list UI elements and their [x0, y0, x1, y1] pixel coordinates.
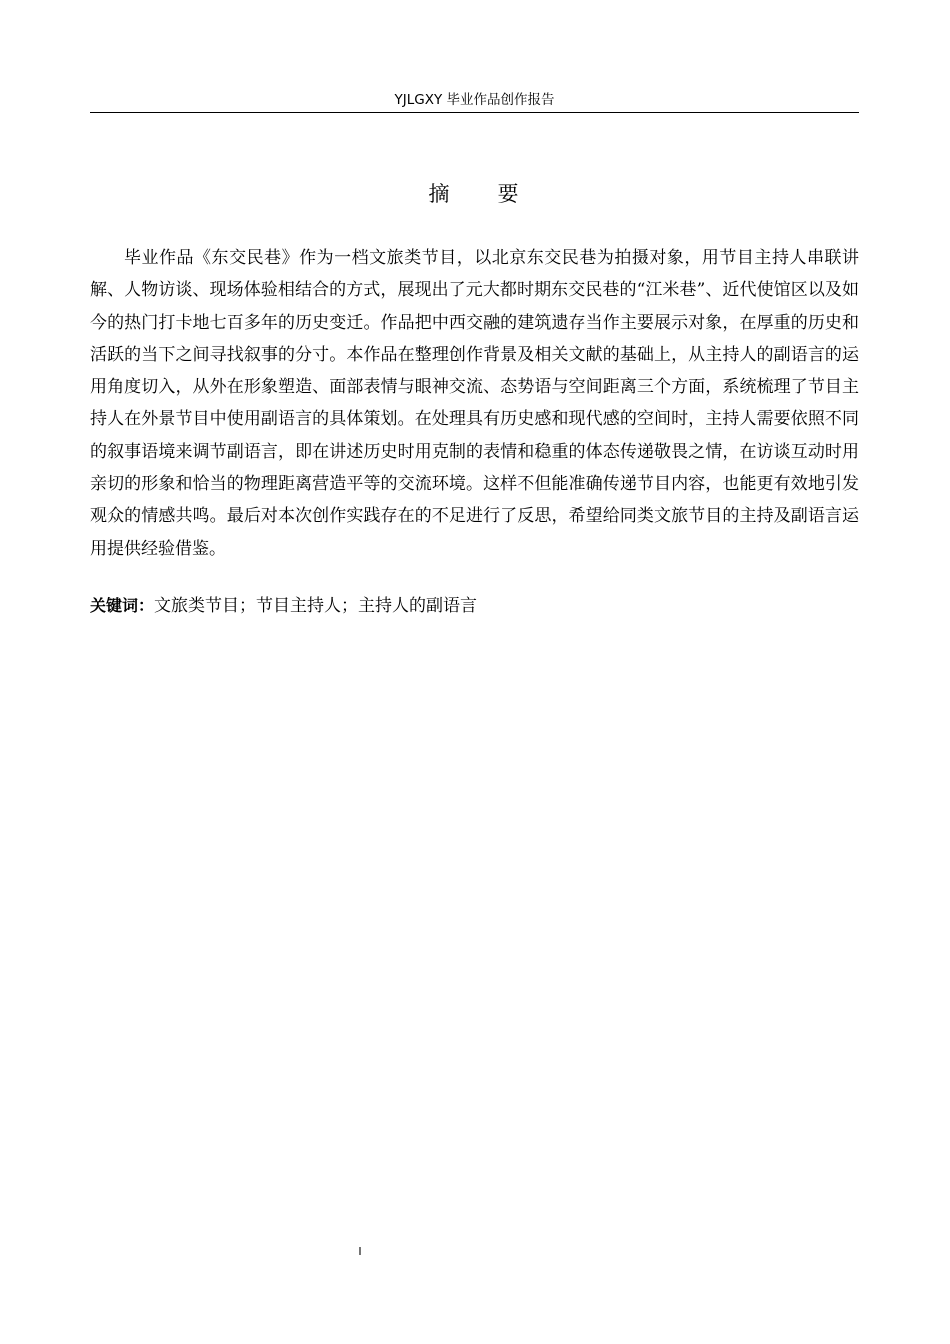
page-title: 摘 要: [428, 182, 521, 206]
keywords-line: [90, 590, 859, 622]
header-divider: [90, 112, 859, 113]
keywords-label: 关键词：: [90, 596, 155, 615]
page-number: I: [358, 1245, 362, 1258]
keywords-value: 文旅类节目；节目主持人；主持人的副语言: [154, 596, 478, 616]
running-header: YJLGXY 毕业作品创作报告: [394, 92, 555, 108]
abstract-paragraph: 毕业作品《东交民巷》作为一档文旅类节目，以北京东交民巷为拍摄对象，用节目主持人串联讲解、人物访谈、现场体验相结合的方式，展现出了元大都时期东交民巷的“江米巷”、近代使馆区以及如今的热门打卡地七百多年的历史变迁。作品把中西交融的建筑遗存当作主要展示对象，在厚重的历史和活跃的当下之间寻找叙事的分寸。本作品在整理创作背景及相关文献的基础上，从主持人的副语言的运用角度切入，从外在形象塑造、面部表情与眼神交流、态势语与空间距离三个方面，系统梳理了节目主持人在外景节目中使用副语言的具体策划。在处理具有历史感和现代感的空间时，主持人需要依照不同的叙事语境来调节副语言，即在讲述历史时用克制的表情和稳重的体态传递敬畏之情，在访谈互动时用亲切的形象和恰当的物理距离营造平等的交流环境。这样不但能准确传递节目内容，也能更有效地引发观众的情感共鸣。最后对本次创作实践存在的不足进行了反思，希望给同类文旅节目的主持及副语言运用提供经验借鉴。: [90, 248, 859, 559]
